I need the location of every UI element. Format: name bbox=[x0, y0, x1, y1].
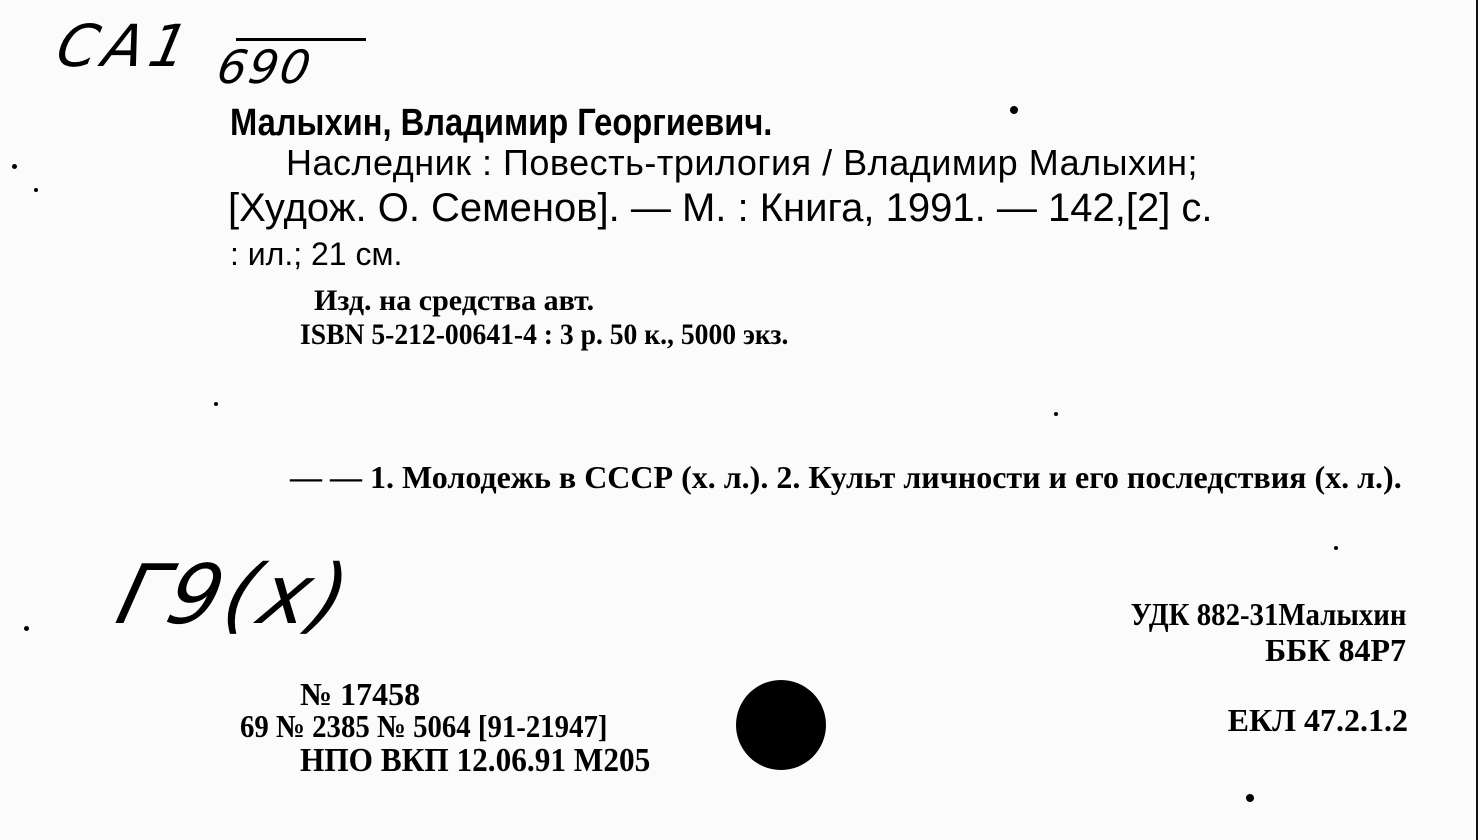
ink-speck bbox=[24, 626, 29, 631]
edition-note: Изд. на средства авт. bbox=[314, 284, 595, 317]
ekl-code: ЕКЛ 47.2.1.2 bbox=[1227, 702, 1408, 738]
bbk-code: ББК 84Р7 bbox=[1264, 632, 1406, 668]
subjects-second-line: последствия (х. л.). bbox=[1126, 459, 1402, 495]
title-statement: Наследник : Повесть-трилогия / Владимир Малыхин; bbox=[286, 142, 1198, 183]
udk-code: УДК 882-31Малыхин bbox=[1130, 596, 1406, 632]
subjects-first-line: — — 1. Молодежь в СССР (х. л.). 2. Культ личности и его bbox=[290, 459, 1119, 495]
card-number: № 17458 bbox=[300, 676, 421, 712]
ink-speck bbox=[214, 402, 218, 406]
ink-speck bbox=[1054, 412, 1058, 416]
subject-headings bbox=[238, 456, 1406, 498]
handwritten-shelf-code: CA1 bbox=[50, 12, 201, 80]
ink-speck bbox=[34, 188, 38, 192]
ink-speck bbox=[12, 164, 17, 169]
ink-speck bbox=[1246, 794, 1254, 802]
print-order-line: 69 № 2385 № 5064 [91-21947] bbox=[240, 708, 608, 744]
punch-hole bbox=[736, 680, 826, 770]
physical-description: : ил.; 21 см. bbox=[230, 236, 403, 272]
card-edge bbox=[1476, 0, 1478, 840]
author-heading: Малыхин, Владимир Георгиевич. bbox=[230, 102, 773, 144]
isbn-line: ISBN 5-212-00641-4 : 3 р. 50 к., 5000 экз. bbox=[300, 318, 789, 351]
handwritten-classification-mark: Г9(х) bbox=[108, 548, 363, 643]
ink-speck bbox=[1010, 106, 1018, 114]
handwritten-shelf-number: 690 bbox=[213, 40, 317, 94]
publication-statement: [Худож. О. Семенов]. — М. : Книга, 1991. — 142,[2] с. bbox=[228, 186, 1213, 230]
ink-speck bbox=[1334, 546, 1338, 550]
publisher-imprint: НПО ВКП 12.06.91 М205 bbox=[300, 742, 651, 779]
